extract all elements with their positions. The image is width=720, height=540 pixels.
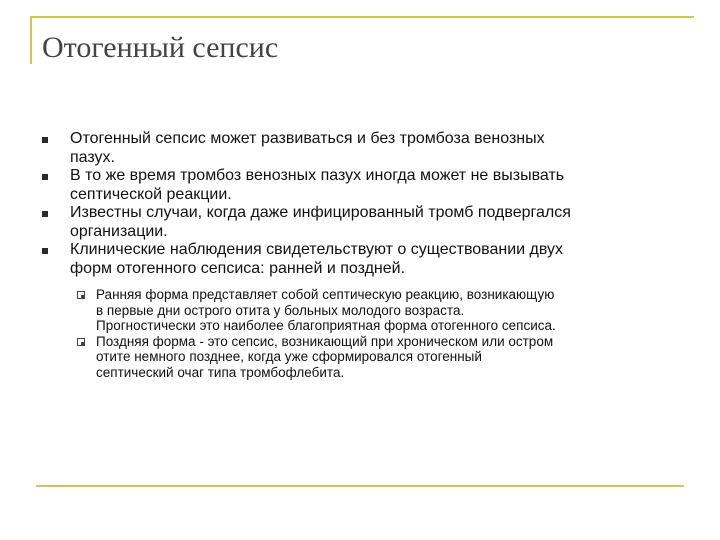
frame-top-line (30, 16, 694, 18)
sub-bullet-text-line: в первые дни острого отита у больных молодого возраста. (96, 302, 465, 318)
sub-bullet-text-line: Поздняя форма - это сепсис, возникающий при хроническом или остром (96, 333, 554, 349)
bullet-list (0, 130, 720, 380)
sub-bullet-item-2 (96, 334, 696, 381)
sub-bullet-text-line: отите немного позднее, когда уже сформировался отогенный (96, 349, 482, 364)
hollow-square-bullet-icon (77, 291, 85, 299)
frame-bottom-line (36, 485, 684, 487)
sub-bullet-text-line: септический очаг типа тромбофлебита. (96, 364, 345, 380)
sub-bullet-list (0, 287, 720, 380)
frame-left-line (30, 16, 32, 64)
bullet-text-line: форм отогенного сепсиса: ранней и поздней. (70, 259, 406, 277)
sub-bullet-item-1 (96, 287, 696, 334)
square-bullet-icon (42, 211, 48, 217)
bullet-text-line: Отогенный сепсис может развиваться и без тромбоза венозных (70, 130, 545, 147)
bullet-text-line: В то же время тромбоз венозных пазух иногда может не вызывать (70, 167, 565, 184)
sub-bullet-text-line: Ранняя форма представляет собой септическую реакцию, возникающую (96, 287, 555, 302)
bullet-text-line: пазух. (70, 148, 115, 166)
bullet-item-1 (70, 130, 670, 167)
hollow-square-bullet-icon (77, 338, 85, 346)
bullet-text-line: Клинические наблюдения свидетельствуют о существовании двух (70, 241, 564, 258)
bullet-item-2 (70, 167, 670, 204)
slide-title: Отогенный сепсис (42, 31, 279, 64)
bullet-text-line: Известны случаи, когда даже инфицированный тромб подвергался (70, 204, 571, 221)
sub-bullet-text-line: Прогностически это наиболее благоприятная форма отогенного сепсиса. (96, 318, 556, 333)
bullet-text-line: организации. (70, 222, 168, 240)
bullet-item-3 (70, 204, 670, 241)
square-bullet-icon (42, 137, 48, 143)
bullet-item-4 (70, 241, 670, 278)
bullet-text-line: септической реакции. (70, 185, 232, 203)
square-bullet-icon (42, 174, 48, 180)
square-bullet-icon (42, 248, 48, 254)
